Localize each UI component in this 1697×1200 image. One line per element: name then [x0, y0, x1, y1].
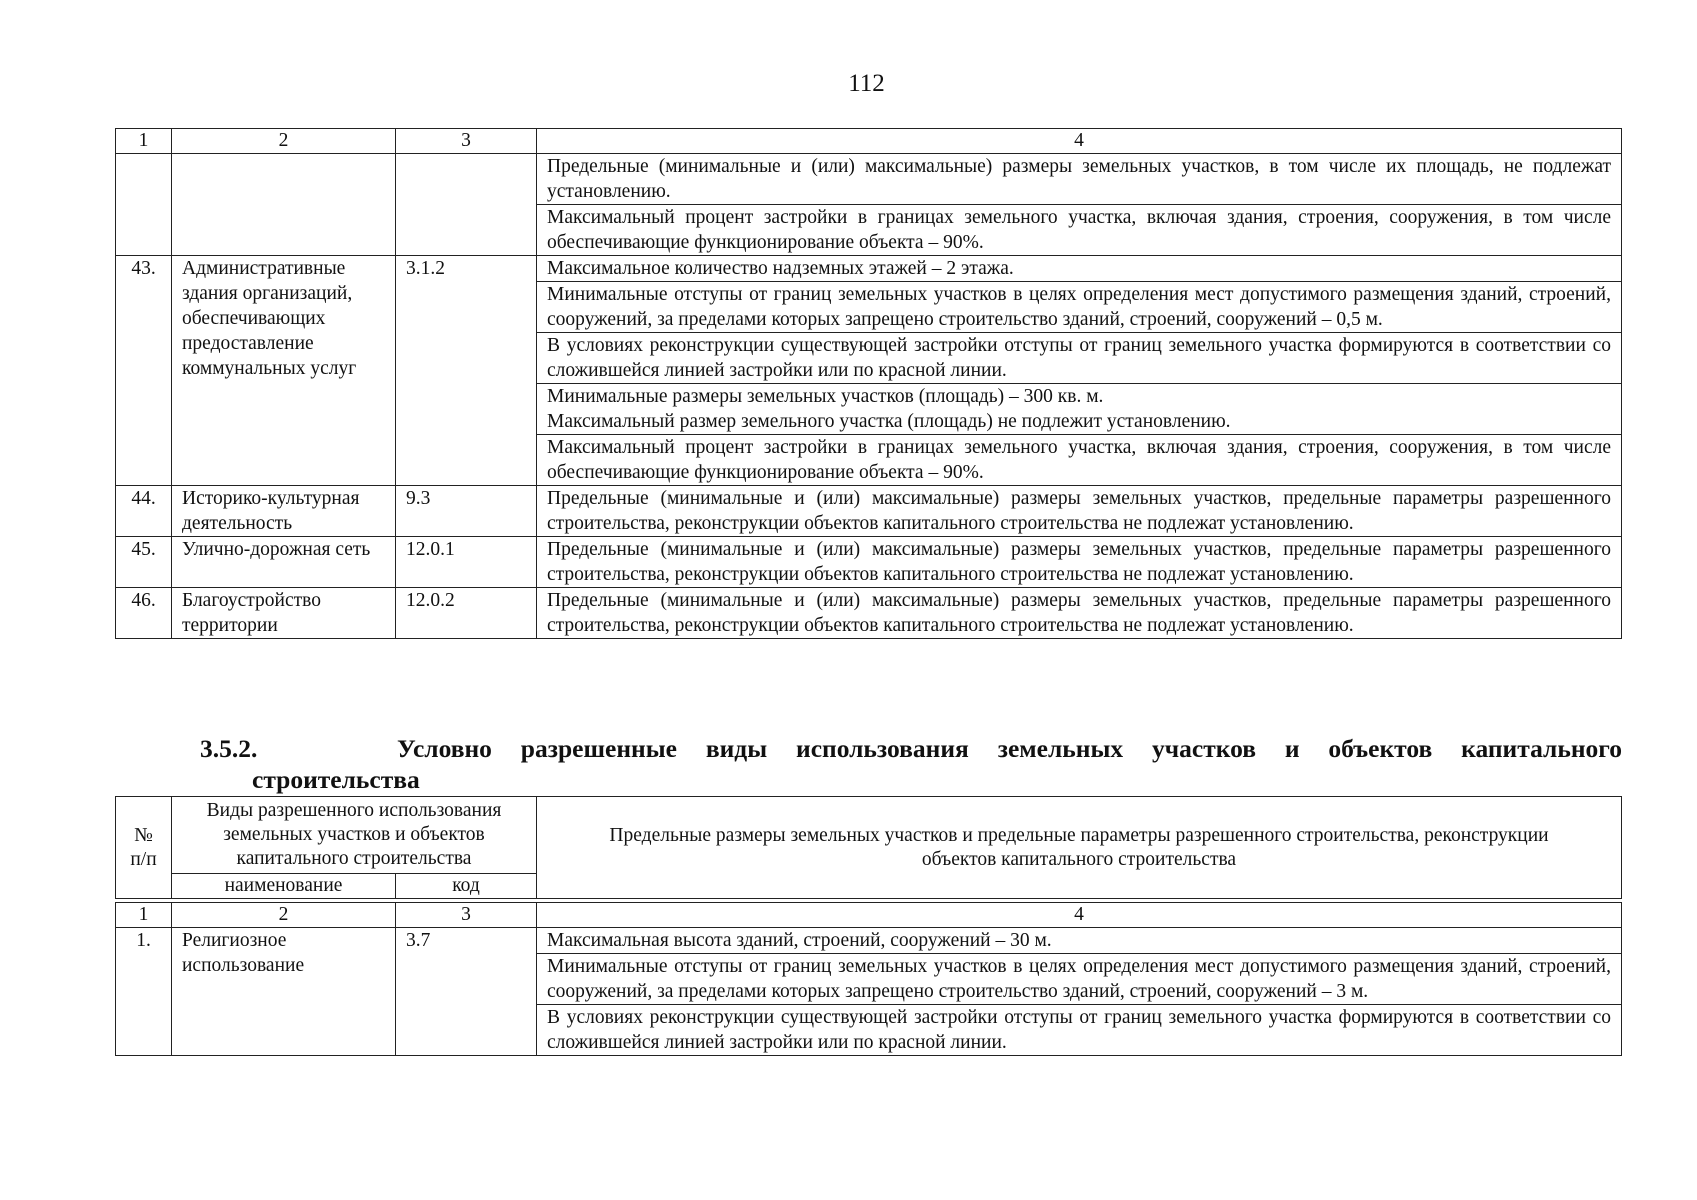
header-params: Предельные размеры земельных участков и предельные параметры разрешенного строительства, реконструкции объектов капитального строительства: [537, 797, 1622, 899]
conditional-use-table-header: [115, 796, 1622, 899]
header-name: наименование: [172, 874, 396, 899]
use-name: Историко-культурная деятельность: [172, 486, 396, 537]
use-name: Благоустройство территории: [172, 588, 396, 639]
page-number: 112: [848, 70, 885, 97]
parameter-text: Максимальная высота зданий, строений, сооружений – 30 м.: [537, 928, 1622, 954]
column-number: 3: [396, 129, 537, 154]
section-title-line1: Условно разрешенные виды использования земельных участков и объектов капитального: [397, 734, 1622, 763]
use-code: [396, 154, 537, 256]
parameter-text: Максимальное количество надземных этажей – 2 этажа.: [537, 256, 1622, 282]
parameter-text: Предельные (минимальные и (или) максимальные) размеры земельных участков, предельные параметры разрешенного строительства, реконструкции объектов капитального строительства не подлежат установлению.: [537, 588, 1622, 639]
use-code: 12.0.1: [396, 537, 537, 588]
column-number: 4: [537, 903, 1622, 928]
section-heading: [200, 733, 1622, 795]
use-code: 3.1.2: [396, 256, 537, 486]
parameter-text: Максимальный процент застройки в границах земельного участка, включая здания, строения, сооружения, в том числе обеспечивающие функционирование объекта – 90%.: [537, 435, 1622, 486]
use-code: 3.7: [396, 928, 537, 1056]
parameter-text: В условиях реконструкции существующей застройки отступы от границ земельного участка формируются в соответствии со сложившейся линией застройки или по красной линии.: [537, 333, 1622, 384]
column-number-row: [116, 129, 1622, 154]
row-number: 44.: [116, 486, 172, 537]
table-row: [116, 154, 1622, 205]
table-row: [116, 588, 1622, 639]
table-row: [116, 537, 1622, 588]
row-number: 45.: [116, 537, 172, 588]
parameter-text: Максимальный процент застройки в границах земельного участка, включая здания, строения, сооружения, в том числе обеспечивающие функционирование объекта – 90%.: [537, 205, 1622, 256]
conditional-use-table: [115, 902, 1622, 1056]
table-row: [116, 928, 1622, 954]
column-number: 2: [172, 129, 396, 154]
header-num-text: № п/п: [130, 824, 157, 870]
row-number: [116, 154, 172, 256]
use-code: 12.0.2: [396, 588, 537, 639]
row-number: 1.: [116, 928, 172, 1056]
header-num: [116, 797, 172, 899]
header-group: Виды разрешенного использования земельных участков и объектов капитального строительства: [172, 797, 537, 874]
parameter-text: Предельные (минимальные и (или) максимальные) размеры земельных участков, в том числе их площадь, не подлежат установлению.: [537, 154, 1622, 205]
parameter-text: Предельные (минимальные и (или) максимальные) размеры земельных участков, предельные параметры разрешенного строительства, реконструкции объектов капитального строительства не подлежат установлению.: [537, 537, 1622, 588]
column-number: 3: [396, 903, 537, 928]
column-number: 2: [172, 903, 396, 928]
use-name: Улично-дорожная сеть: [172, 537, 396, 588]
section-title-line2: строительства: [252, 765, 420, 794]
table-row: [116, 486, 1622, 537]
parameter-text: Минимальные отступы от границ земельных участков в целях определения мест допустимого размещения зданий, строений, сооружений, за пределами которых запрещено строительство зданий, строений, сооружений – 3 м.: [537, 954, 1622, 1005]
column-number: 1: [116, 129, 172, 154]
use-name: Религиозное использование: [172, 928, 396, 1056]
row-number: 43.: [116, 256, 172, 486]
header-code: код: [396, 874, 537, 899]
use-name: Административные здания организаций, обеспечивающих предоставление коммунальных услуг: [172, 256, 396, 486]
column-number: 4: [537, 129, 1622, 154]
section-number: 3.5.2.: [200, 734, 258, 763]
use-name: [172, 154, 396, 256]
column-number: 1: [116, 903, 172, 928]
parameter-text: Минимальные отступы от границ земельных участков в целях определения мест допустимого размещения зданий, строений, сооружений, за пределами которых запрещено строительство зданий, строений, сооружений – 0,5 м.: [537, 282, 1622, 333]
use-code: 9.3: [396, 486, 537, 537]
parameter-text: Предельные (минимальные и (или) максимальные) размеры земельных участков, предельные параметры разрешенного строительства, реконструкции объектов капитального строительства не подлежат установлению.: [537, 486, 1622, 537]
zoning-table-continuation: [115, 128, 1622, 639]
parameter-text: В условиях реконструкции существующей застройки отступы от границ земельного участка формируются в соответствии со сложившейся линией застройки или по красной линии.: [537, 1005, 1622, 1056]
parameter-text: Минимальные размеры земельных участков (площадь) – 300 кв. м. Максимальный размер земельного участка (площадь) не подлежит установлению.: [537, 384, 1622, 435]
row-number: 46.: [116, 588, 172, 639]
column-number-row: [116, 903, 1622, 928]
table-row: [116, 256, 1622, 282]
